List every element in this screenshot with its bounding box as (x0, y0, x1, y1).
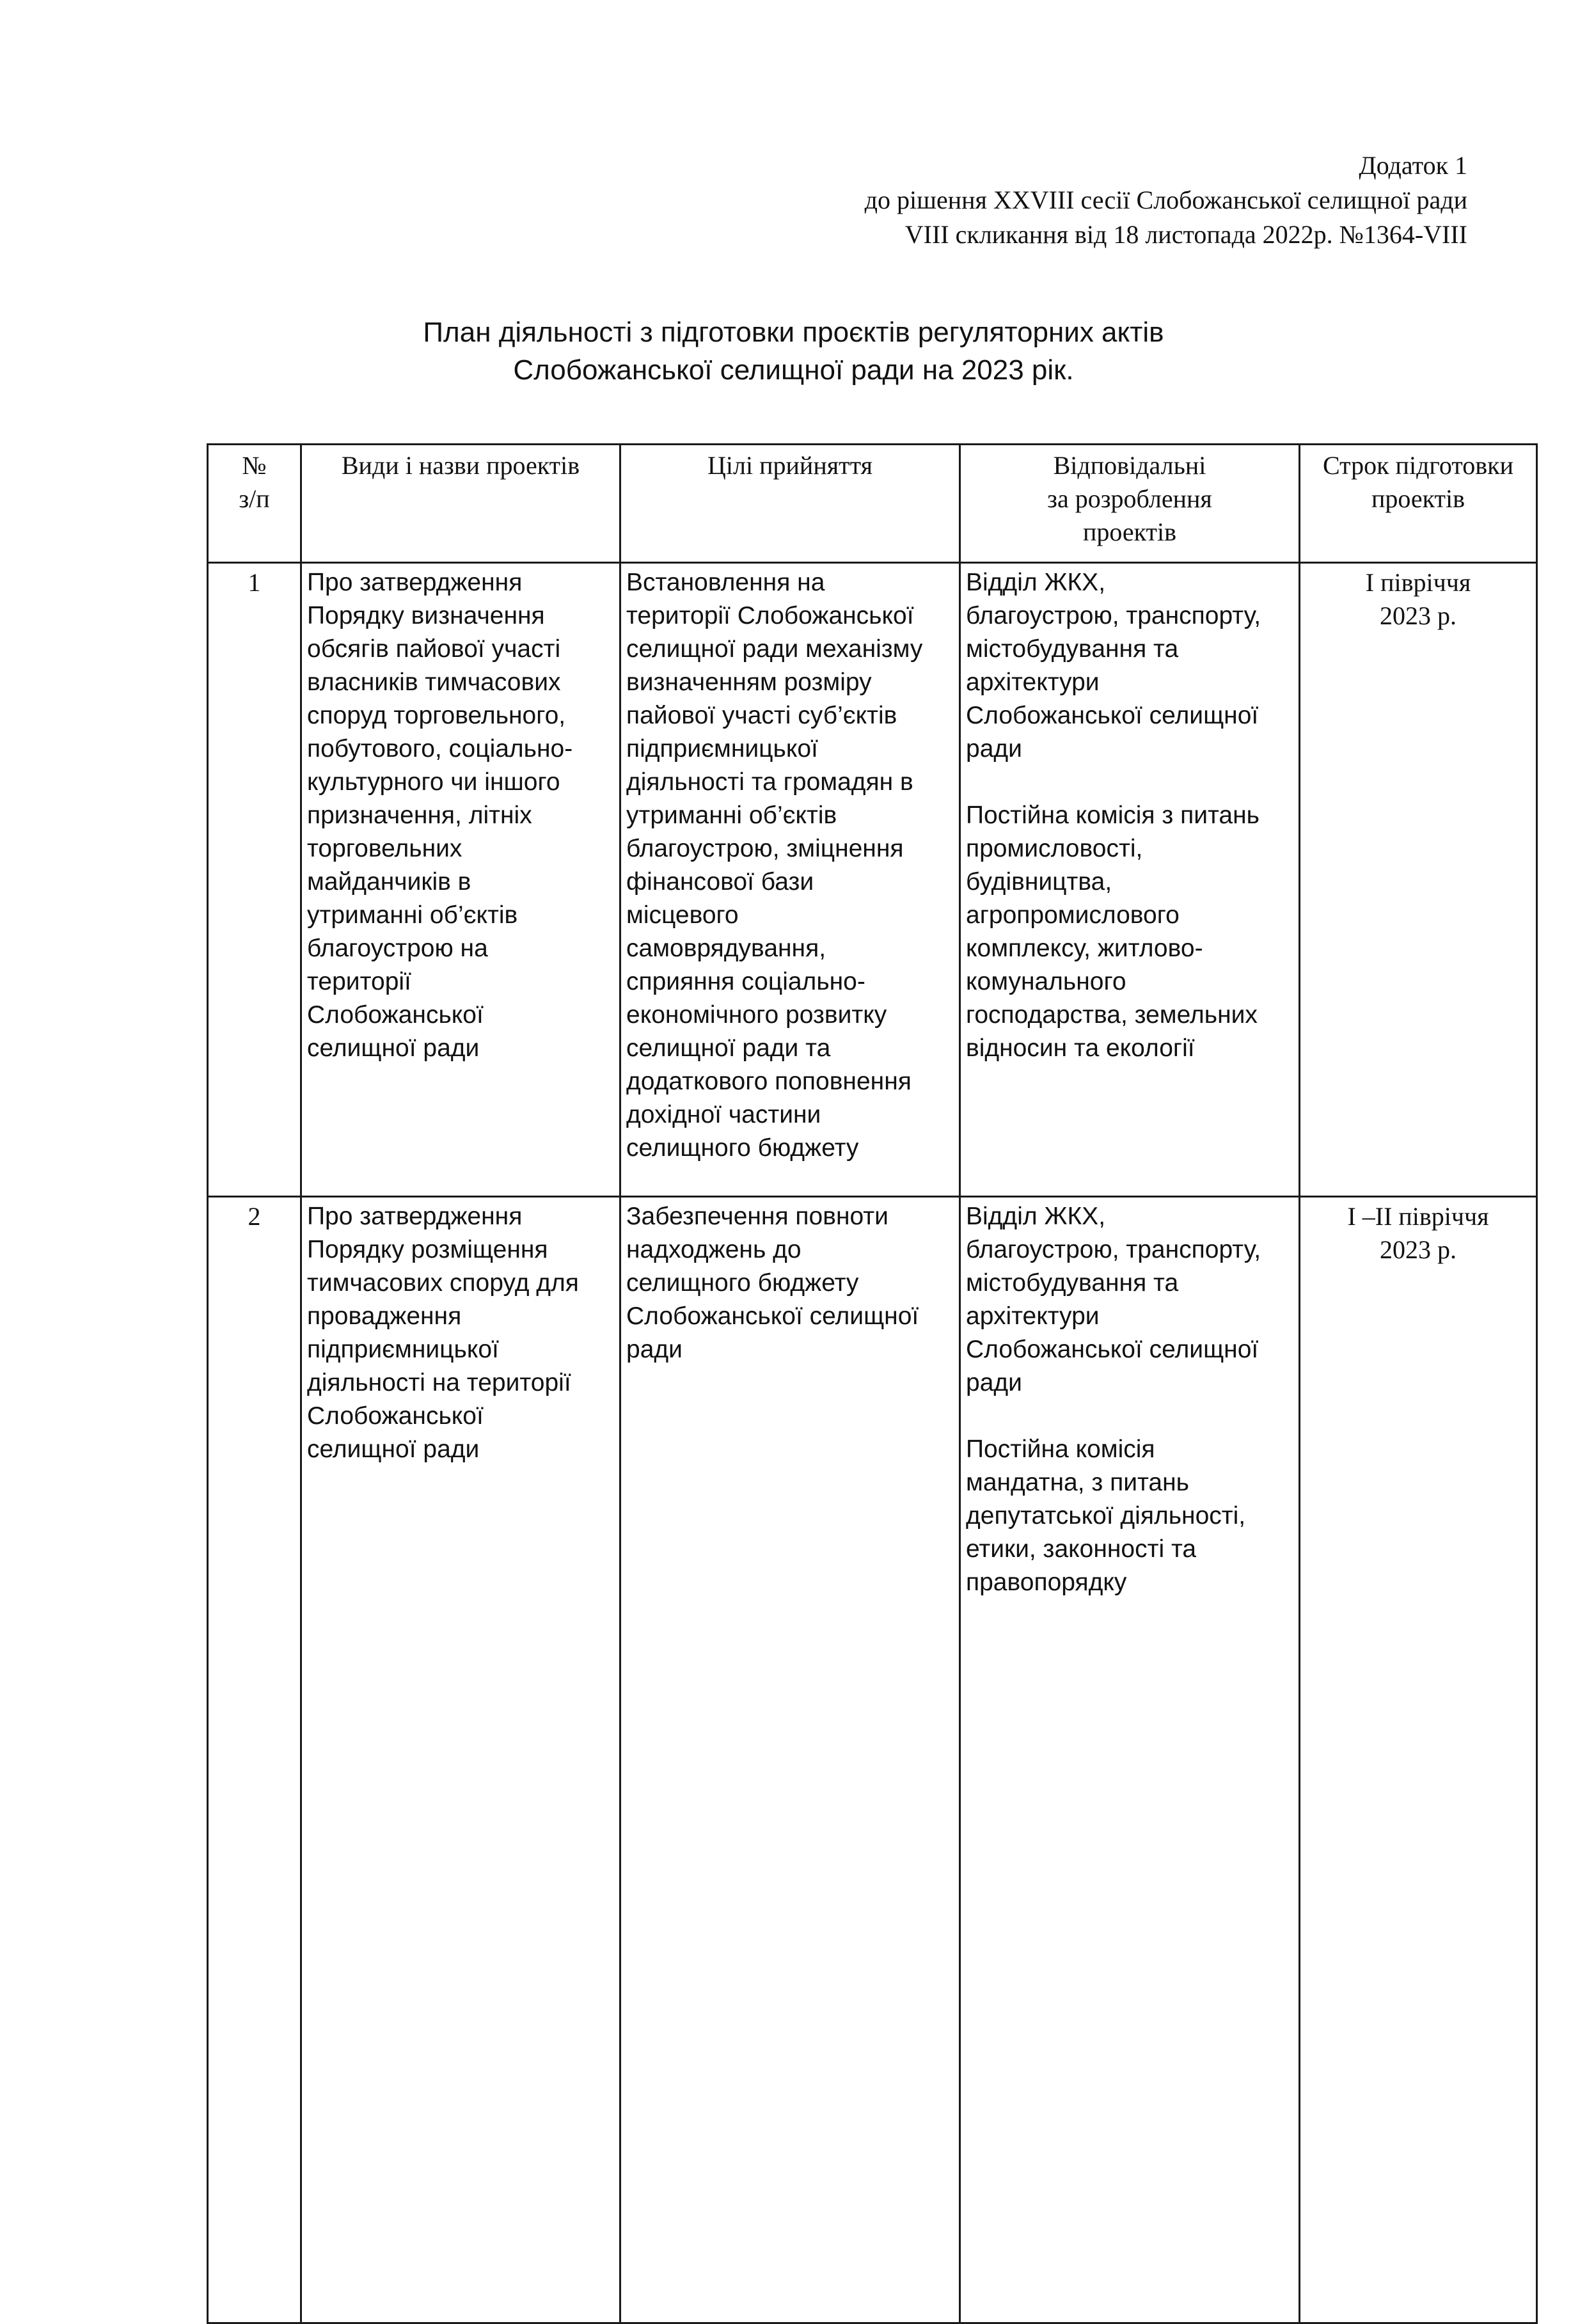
header-kinds-line: Види і назви проектів (341, 451, 580, 480)
cell-line: ради (966, 735, 1022, 763)
cell-line: пайової участі суб’єктів (626, 702, 897, 729)
cell-line: мандатна, з питань (966, 1469, 1189, 1496)
appendix-line-3: VIII скликання від 18 листопада 2022р. №1364-VIII (904, 220, 1467, 249)
cell-line: архітектури (966, 1302, 1100, 1330)
cell-line: Постійна комісія (966, 1435, 1155, 1463)
row-goals (620, 1197, 960, 2323)
cell-line: Слобожанської селищної (966, 702, 1259, 729)
table-row (208, 563, 1537, 1197)
cell-line: підприємницької (307, 1336, 499, 1363)
row-number: 1 (208, 563, 301, 1197)
cell-line: фінансової бази (626, 868, 814, 896)
cell-line: торговельних (307, 835, 462, 862)
cell-line: Слобожанської (307, 1001, 484, 1029)
cell-line: Слобожанської селищної (966, 1336, 1259, 1363)
header-responsible-line: за розроблення (1047, 484, 1212, 513)
row-term (1300, 1197, 1537, 2323)
row-goals (620, 563, 960, 1197)
title-line-1: План діяльності з підготовки проєктів регуляторних актів (423, 317, 1164, 348)
header-term (1300, 445, 1537, 563)
cell-line: ради (966, 1369, 1022, 1396)
appendix-header (572, 148, 1467, 252)
paragraph-gap (966, 1400, 1293, 1433)
cell-line: підприємницької (626, 735, 818, 763)
cell-line: етики, законності та (966, 1535, 1197, 1563)
cell-line: архітектури (966, 668, 1100, 696)
cell-line: призначення, літніх (307, 802, 532, 829)
cell-line: тимчасових споруд для (307, 1269, 579, 1297)
title-line-2: Слобожанської селищної ради на 2023 рік. (513, 354, 1074, 386)
cell-line: власників тимчасових (307, 668, 561, 696)
cell-line: 2023 р. (1380, 601, 1457, 630)
cell-line: 2023 р. (1380, 1235, 1457, 1264)
cell-line: Слобожанської (307, 1402, 484, 1430)
cell-line: Слобожанської селищної (626, 1302, 919, 1330)
cell-line: Встановлення на (626, 569, 825, 596)
cell-line: надходжень до (626, 1236, 801, 1263)
cell-line: Про затвердження (307, 569, 523, 596)
cell-line: Порядку визначення (307, 602, 545, 629)
cell-line: благоустрою, зміцнення (626, 835, 904, 862)
header-number-line: з/п (239, 484, 270, 513)
cell-line: самоврядування, (626, 935, 826, 962)
row-kinds (301, 563, 620, 1197)
cell-line: правопорядку (966, 1569, 1127, 1596)
cell-line: провадження (307, 1302, 462, 1330)
cell-line: Порядку розміщення (307, 1236, 548, 1263)
row-responsible (960, 563, 1300, 1197)
plan-table (207, 443, 1538, 2324)
cell-line: благоустрою на (307, 935, 488, 962)
cell-line: селищної ради механізму (626, 635, 923, 663)
header-goals (620, 445, 960, 563)
cell-line: утриманні об’єктів (626, 802, 837, 829)
cell-line: селищного бюджету (626, 1134, 859, 1162)
table-row (208, 1197, 1537, 2323)
header-responsible (960, 445, 1300, 563)
cell-line: діяльності на території (307, 1369, 571, 1396)
cell-line: селищної ради та (626, 1034, 831, 1062)
row-kinds (301, 1197, 620, 2323)
header-goals-line: Цілі прийняття (707, 451, 872, 480)
row-term (1300, 563, 1537, 1197)
cell-line: Відділ ЖКХ, (966, 569, 1106, 596)
cell-line: І –ІІ півріччя (1347, 1202, 1489, 1231)
cell-line: будівництва, (966, 868, 1112, 896)
cell-line: утриманні об’єктів (307, 901, 518, 929)
header-number (208, 445, 301, 563)
cell-line: місцевого (626, 901, 739, 929)
cell-line: відносин та екології (966, 1034, 1195, 1062)
cell-line: споруд торговельного, (307, 702, 566, 729)
table-header-row (208, 445, 1537, 563)
row-responsible (960, 1197, 1300, 2323)
cell-line: агропромислового (966, 901, 1180, 929)
cell-line: території Слобожанської (626, 602, 914, 629)
cell-line: додаткового поповнення (626, 1068, 912, 1095)
cell-line: промисловості, (966, 835, 1143, 862)
cell-line: містобудування та (966, 1269, 1179, 1297)
header-responsible-line: Відповідальні (1053, 451, 1206, 480)
cell-line: визначенням розміру (626, 668, 872, 696)
document-title (0, 313, 1587, 389)
cell-line: економічного розвитку (626, 1001, 887, 1029)
row-number: 2 (208, 1197, 301, 2323)
paragraph-gap (966, 766, 1293, 799)
header-responsible-line: проектів (1082, 518, 1177, 546)
cell-line: діяльності та громадян в (626, 768, 913, 796)
cell-line: селищної ради (307, 1435, 480, 1463)
cell-line: благоустрою, транспорту, (966, 602, 1261, 629)
cell-line: комплексу, житлово- (966, 935, 1203, 962)
cell-line: території (307, 968, 411, 995)
cell-line: комунального (966, 968, 1126, 995)
cell-line: Постійна комісія з питань (966, 802, 1259, 829)
cell-line: культурного чи іншого (307, 768, 560, 796)
cell-line: господарства, земельних (966, 1001, 1258, 1029)
cell-line: ради (626, 1336, 683, 1363)
appendix-line-1: Додаток 1 (1359, 151, 1467, 180)
cell-line: містобудування та (966, 635, 1179, 663)
cell-line: Забезпечення повноти (626, 1203, 888, 1230)
cell-line: депутатської діяльності, (966, 1502, 1246, 1530)
cell-line: Відділ ЖКХ, (966, 1203, 1106, 1230)
cell-line: побутового, соціально- (307, 735, 573, 763)
cell-line: І півріччя (1365, 568, 1471, 597)
cell-line: обсягів пайової участі (307, 635, 561, 663)
header-number-line: № (242, 451, 267, 480)
cell-line: благоустрою, транспорту, (966, 1236, 1261, 1263)
header-kinds (301, 445, 620, 563)
cell-line: селищного бюджету (626, 1269, 859, 1297)
header-term-line: проектів (1371, 484, 1465, 513)
cell-line: майданчиків в (307, 868, 471, 896)
header-term-line: Строк підготовки (1323, 451, 1513, 480)
cell-line: Про затвердження (307, 1203, 523, 1230)
cell-line: дохідної частини (626, 1101, 821, 1128)
appendix-line-2: до рішення XXVIII сесії Слобожанської селищної ради (864, 186, 1467, 214)
cell-line: селищної ради (307, 1034, 480, 1062)
cell-line: сприяння соціально- (626, 968, 865, 995)
